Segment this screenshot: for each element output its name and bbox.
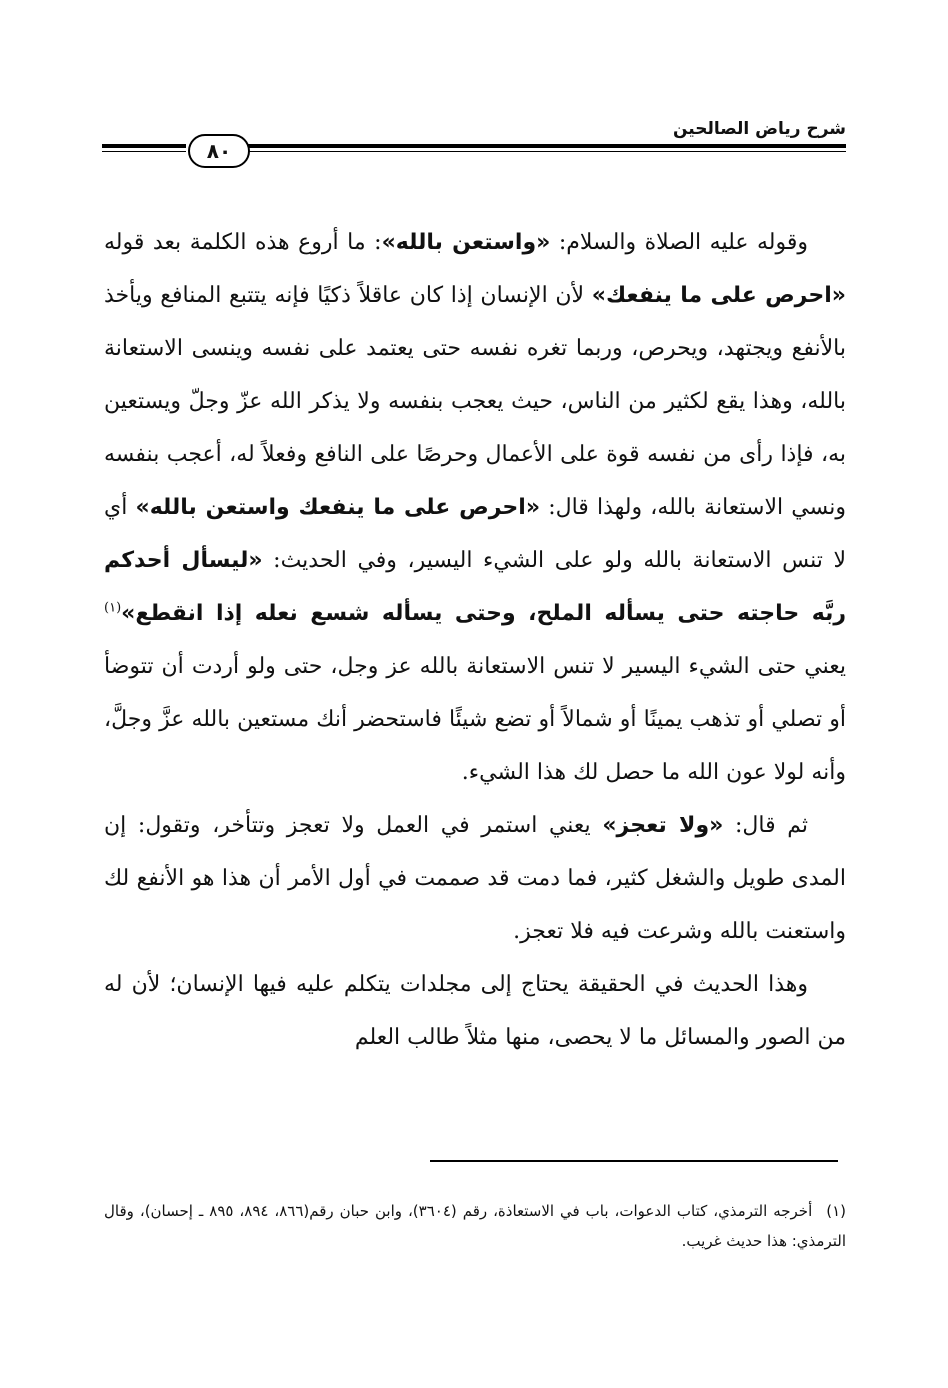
hadith-quote: «ولا تعجز» — [602, 813, 724, 838]
text-run: ثم قال: — [723, 813, 808, 838]
text-run: يعني استمر في العمل ولا تعجز وتتأخر، وتقول: إن المدى طويل والشغل كثير، فما دمت قد صممت في أول الأمر أن هذا هو الأنفع لك واستعنت بالله وشرعت فيه فلا تعجز. — [104, 813, 846, 944]
header-rule-left-thick — [102, 144, 186, 148]
text-run: أي لا تنس الاستعانة بالله ولو على الشيء اليسير، وفي الحديث: — [104, 495, 847, 573]
main-text — [104, 216, 846, 1064]
header-rule-left-thin — [102, 151, 186, 152]
hadith-quote: «احرص على ما ينفعك واستعن بالله» — [135, 495, 541, 520]
hadith-quote: «واستعن بالله» — [381, 230, 551, 255]
page-number: ٨٠ — [188, 134, 250, 168]
paragraph-2 — [104, 799, 846, 958]
text-run: وقوله عليه الصلاة والسلام: — [550, 230, 809, 255]
hadith-quote: «ليسأل أحدكم ربَّه حاجته حتى يسأله الملح، وحتى يسأله شسع نعله إذا انقطع» — [104, 548, 846, 626]
footnote-reference: (١) — [104, 600, 122, 616]
text-run: لأن الإنسان إذا كان عاقلاً ذكيًا فإنه يتتبع المنافع ويأخذ بالأنفع ويجتهد، ويحرص، وربما تغره نفسه حتى يعتمد على نفسه وينسى الاستعانة بالله، وهذا يقع لكثير من الناس، حيث يعجب بنفسه ولا يذكر الله عزّ وجلّ ويستعين به، فإذا رأى من نفسه قوة على الأعمال وحرصًا على النافع وفعلاً له، أعجب بنفسه ونسي الاستعانة بالله، ولهذا قال: — [104, 283, 846, 520]
text-run: : ما أروع هذه الكلمة بعد قوله — [104, 230, 382, 255]
footnote-text: أخرجه الترمذي، كتاب الدعوات، باب في الاستعاذة، رقم (٣٦٠٤)، وابن حبان رقم(٨٦٦، ٨٩٤، ٨٩٥ ـ إحسان)، وقال الترمذي: هذا حديث غريب. — [104, 1202, 846, 1250]
footnote-separator — [430, 1160, 838, 1162]
footnote-marker: (١) — [826, 1202, 847, 1220]
running-title: شرح رياض الصالحين — [672, 119, 846, 139]
paragraph-3 — [104, 958, 846, 1064]
header-rule-thin — [248, 151, 846, 152]
footnote — [104, 1196, 846, 1256]
paragraph-1 — [104, 216, 846, 799]
text-run: يعني حتى الشيء اليسير لا تنس الاستعانة بالله عز وجل، حتى ولو أردت أن تتوضأ أو تصلي أو تذهب يمينًا أو شمالاً أو تضع شيئًا فاستحضر أنك مستعين بالله عزَّ وجلَّ، وأنه لولا عون الله ما حصل لك هذا الشيء. — [104, 654, 846, 785]
text-run: وهذا الحديث في الحقيقة يحتاج إلى مجلدات يتكلم عليه فيها الإنسان؛ لأن له من الصور والمسائل ما لا يحصى، منها مثلاً طالب العلم — [104, 972, 846, 1050]
header-rule-thick — [248, 144, 846, 148]
hadith-quote: «احرص على ما ينفعك» — [591, 283, 846, 308]
